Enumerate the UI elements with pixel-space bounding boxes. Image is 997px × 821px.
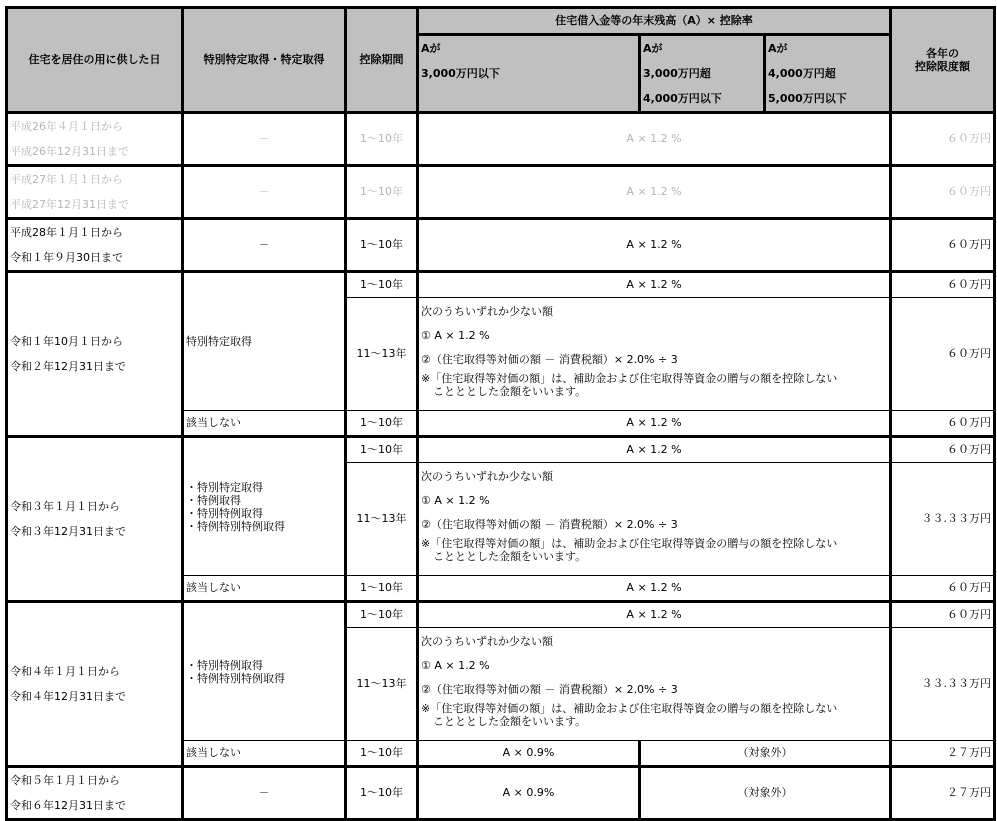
- formula-option-1: ① A × 1.2 %: [421, 329, 490, 342]
- acquisition-type-cell: 該当しない: [183, 741, 346, 767]
- date-to: 令和１年９月30日まで: [10, 251, 123, 264]
- date-cell: [7, 437, 183, 602]
- header-rate-30m-40m: [640, 35, 765, 113]
- header-rate-group: 住宅借入金等の年末残高（A）× 控除率: [418, 8, 891, 35]
- formula-note-cont: ことととした金額をいいます。: [433, 385, 587, 398]
- acquisition-type-item: ・特例特別特例取得: [186, 671, 285, 685]
- formula-note-cont: ことととした金額をいいます。: [433, 550, 587, 563]
- header-rate-40m-50m: [765, 35, 891, 113]
- formula-note-cont: ことととした金額をいいます。: [433, 715, 587, 728]
- header-deduction-period: 控除期間: [346, 8, 418, 113]
- period-cell: 1～10年: [346, 219, 418, 272]
- limit-cell: ６０万円: [891, 602, 995, 628]
- acquisition-type-cell: －: [183, 219, 346, 272]
- limit-cell: ６０万円: [891, 437, 995, 463]
- formula-option-1: ① A × 1.2 %: [421, 659, 490, 672]
- period-cell: 1～10年: [346, 272, 418, 298]
- date-from: 平成26年４月１日から: [10, 120, 123, 133]
- date-to: 令和３年12月31日まで: [10, 525, 126, 538]
- acquisition-type-cell: [183, 602, 346, 741]
- formula-note: ※「住宅取得等対価の額」は、補助金および住宅取得等資金の贈与の額を控除しない: [421, 702, 838, 715]
- rate-cell: A × 1.2 %: [418, 166, 891, 219]
- date-from: 平成28年１月１日から: [10, 226, 123, 239]
- date-from: 令和３年１月１日から: [10, 500, 120, 513]
- formula-cell: [418, 298, 891, 411]
- limit-cell: ６０万円: [891, 219, 995, 272]
- date-from: 令和４年１月１日から: [10, 665, 120, 678]
- table-row: [7, 219, 995, 272]
- rate-cell: A × 1.2 %: [418, 576, 891, 602]
- formula-note: ※「住宅取得等対価の額」は、補助金および住宅取得等資金の贈与の額を控除しない: [421, 537, 838, 550]
- date-to: 令和２年12月31日まで: [10, 360, 126, 373]
- date-to: 令和４年12月31日まで: [10, 690, 126, 703]
- limit-cell: ３３.３３万円: [891, 463, 995, 576]
- date-cell: [7, 272, 183, 437]
- header-line: 4,000万円超: [768, 67, 836, 80]
- date-cell: [7, 113, 183, 166]
- table-row: [7, 272, 995, 298]
- header-annual-limit-line2: 控除限度額: [915, 60, 971, 73]
- header-line: [421, 86, 638, 111]
- period-cell: 1～10年: [346, 437, 418, 463]
- formula-intro: 次のうちいずれか少ない額: [421, 305, 553, 318]
- formula-cell: [418, 628, 891, 741]
- header-annual-limit: [891, 8, 995, 113]
- period-cell: 1～10年: [346, 166, 418, 219]
- date-from: 令和１年10月１日から: [10, 335, 123, 348]
- acquisition-type-cell: －: [183, 767, 346, 820]
- formula-option-2: ②（住宅取得等対価の額 － 消費税額）× 2.0% ÷ 3: [421, 353, 678, 366]
- limit-cell: ６０万円: [891, 113, 995, 166]
- period-cell: 1～10年: [346, 576, 418, 602]
- date-to: 平成27年12月31日まで: [10, 198, 129, 211]
- limit-cell: ２７万円: [891, 767, 995, 820]
- acquisition-type-item: ・特別特例取得: [186, 658, 263, 672]
- header-line: Aが: [643, 42, 663, 55]
- acquisition-type-item: 特別特定取得: [186, 334, 252, 348]
- period-cell: 1～10年: [346, 602, 418, 628]
- header-date: 住宅を居住の用に供した日: [7, 8, 183, 113]
- header-annual-limit-line1: 各年の: [926, 46, 960, 60]
- limit-cell: ６０万円: [891, 298, 995, 411]
- date-to: 令和６年12月31日まで: [10, 799, 126, 812]
- acquisition-type-item: ・特例取得: [186, 493, 241, 507]
- rate-cell: A × 0.9%: [418, 741, 640, 767]
- rate-cell: A × 1.2 %: [418, 437, 891, 463]
- limit-cell: ６０万円: [891, 576, 995, 602]
- period-cell: 11～13年: [346, 298, 418, 411]
- acquisition-type-cell: 該当しない: [183, 411, 346, 437]
- date-cell: [7, 602, 183, 767]
- acquisition-type-cell: 該当しない: [183, 576, 346, 602]
- acquisition-type-item: ・特例特別特例取得: [186, 519, 285, 533]
- rate-cell: A × 1.2 %: [418, 113, 891, 166]
- table-row: [7, 437, 995, 463]
- acquisition-type-cell: [183, 437, 346, 576]
- acquisition-type-item: ・特別特定取得: [186, 480, 263, 494]
- table-row: [7, 166, 995, 219]
- rate-not-applicable-cell: （対象外）: [640, 767, 891, 820]
- housing-loan-deduction-table: [5, 6, 996, 821]
- rate-cell: A × 1.2 %: [418, 219, 891, 272]
- period-cell: 11～13年: [346, 628, 418, 741]
- header-line: 5,000万円以下: [768, 92, 847, 105]
- header-line: 3,000万円以下: [421, 67, 500, 80]
- period-cell: 1～10年: [346, 767, 418, 820]
- formula-intro: 次のうちいずれか少ない額: [421, 635, 553, 648]
- rate-cell: A × 0.9%: [418, 767, 640, 820]
- header-rate-under-30m: [418, 35, 640, 113]
- formula-option-2: ②（住宅取得等対価の額 － 消費税額）× 2.0% ÷ 3: [421, 518, 678, 531]
- formula-option-2: ②（住宅取得等対価の額 － 消費税額）× 2.0% ÷ 3: [421, 683, 678, 696]
- acquisition-type-cell: －: [183, 113, 346, 166]
- header-acquisition-type: 特別特定取得・特定取得: [183, 8, 346, 113]
- limit-cell: ６０万円: [891, 411, 995, 437]
- limit-cell: ３３.３３万円: [891, 628, 995, 741]
- period-cell: 1～10年: [346, 741, 418, 767]
- formula-intro: 次のうちいずれか少ない額: [421, 470, 553, 483]
- formula-note: ※「住宅取得等対価の額」は、補助金および住宅取得等資金の贈与の額を控除しない: [421, 372, 838, 385]
- header-line: 3,000万円超: [643, 67, 711, 80]
- date-cell: [7, 166, 183, 219]
- acquisition-type-cell: [183, 272, 346, 411]
- period-cell: 1～10年: [346, 113, 418, 166]
- period-cell: 1～10年: [346, 411, 418, 437]
- header-line: Aが: [768, 42, 788, 55]
- date-cell: [7, 219, 183, 272]
- limit-cell: ６０万円: [891, 272, 995, 298]
- period-cell: 11～13年: [346, 463, 418, 576]
- limit-cell: ２７万円: [891, 741, 995, 767]
- rate-cell: A × 1.2 %: [418, 272, 891, 298]
- formula-cell: [418, 463, 891, 576]
- table-row: [7, 113, 995, 166]
- acquisition-type-item: ・特別特例取得: [186, 506, 263, 520]
- acquisition-type-cell: －: [183, 166, 346, 219]
- date-from: 平成27年１月１日から: [10, 173, 123, 186]
- formula-option-1: ① A × 1.2 %: [421, 494, 490, 507]
- header-line: 4,000万円以下: [643, 92, 722, 105]
- date-from: 令和５年１月１日から: [10, 774, 120, 787]
- table-row: [7, 602, 995, 628]
- rate-not-applicable-cell: （対象外）: [640, 741, 891, 767]
- date-to: 平成26年12月31日まで: [10, 145, 129, 158]
- limit-cell: ６０万円: [891, 166, 995, 219]
- header-line: Aが: [421, 42, 441, 55]
- rate-cell: A × 1.2 %: [418, 602, 891, 628]
- rate-cell: A × 1.2 %: [418, 411, 891, 437]
